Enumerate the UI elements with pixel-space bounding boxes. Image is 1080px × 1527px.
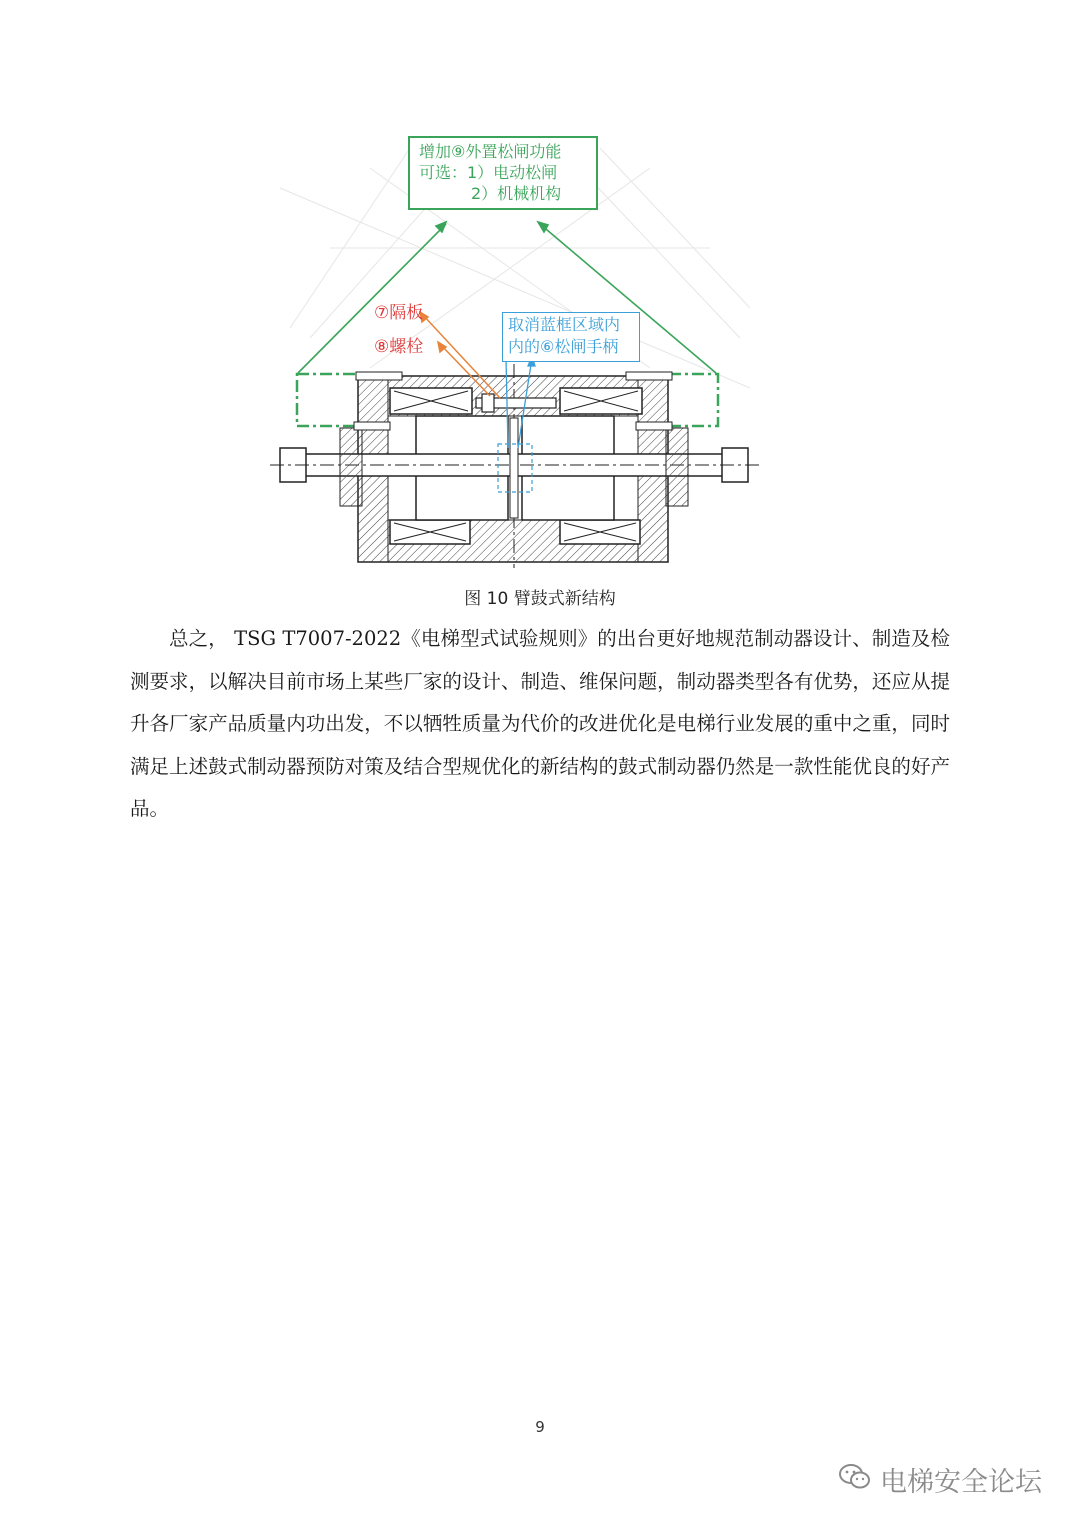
label-partition: ⑦隔板 <box>374 303 424 323</box>
page-number: 9 <box>535 1418 545 1436</box>
brake-body <box>270 364 760 568</box>
label-bolt: ⑧螺栓 <box>374 337 424 357</box>
watermark <box>838 1458 1042 1500</box>
watermark-text: 电梯安全论坛 <box>880 1466 1042 1498</box>
wechat-icon <box>838 1462 872 1496</box>
external-release-callout <box>408 136 598 210</box>
body-paragraph: 总之， TSG T7007-2022《电梯型式试验规则》的出台更好地规范制动器设计、制造及检测要求，以解决目前市场上某些厂家的设计、制造、维保问题，制动器类型各有优势，还应从提升各厂家产品质量内功出发，不以牺牲质量为代价的改进优化是电梯行业发展的重中之重，同时满足上述鼓式制动器预防对策及结合型规优化的新结构的鼓式制动器仍然是一款性能优良的好产品。 <box>130 627 950 820</box>
callout-line-3: 2）机械机构 <box>471 184 562 203</box>
figure-caption: 图 10 臂鼓式新结构 <box>464 589 616 609</box>
callout-line-1: 增加⑨外置松闸功能 <box>419 142 562 161</box>
blue-callout-line-1: 取消蓝框区域内 <box>508 315 621 334</box>
remove-handle-callout <box>502 312 640 362</box>
figure-10 <box>270 128 760 573</box>
blue-callout-line-2: 内的⑥松闸手柄 <box>508 337 619 356</box>
callout-line-2: 可选：1）电动松闸 <box>419 163 558 182</box>
